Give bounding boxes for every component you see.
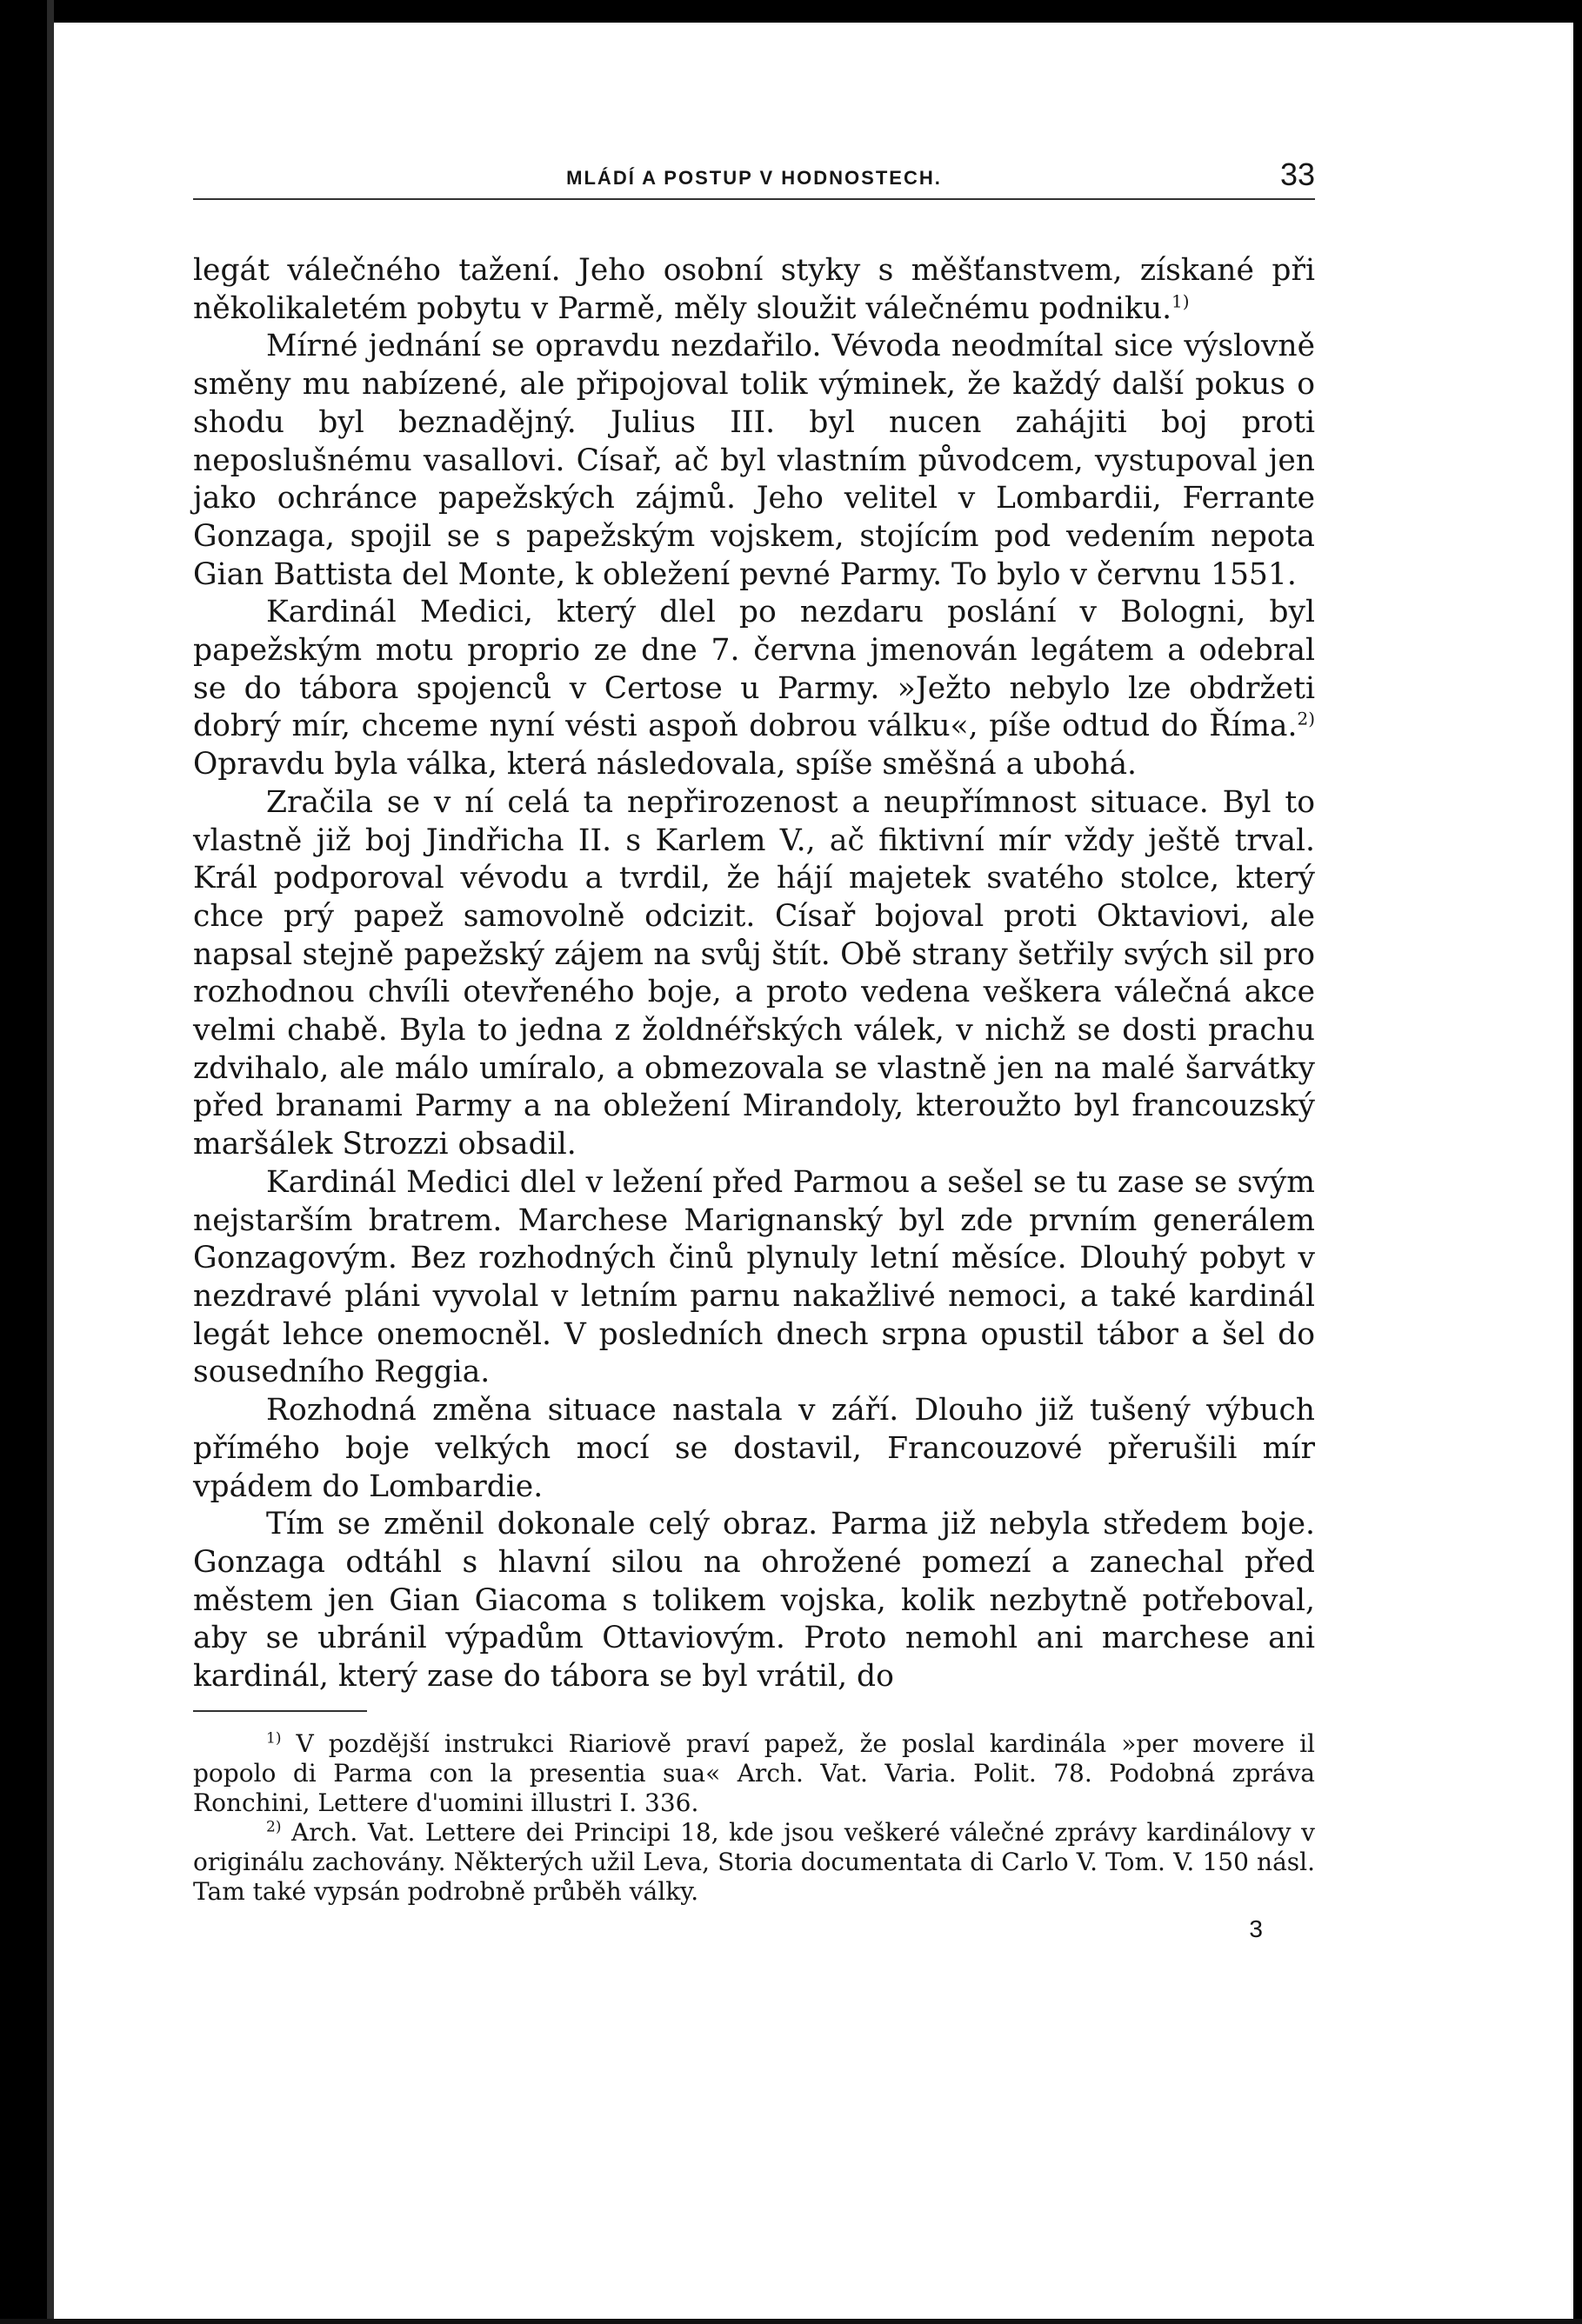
footnote-2-text: Arch. Vat. Lettere dei Principi 18, kde jsou veškeré válečné zprávy kardinálovy v originálu zachovány. Některých užil Leva, Storia documentata di Carlo V. Tom. V. 150 násl. Tam také vypsán podrobně průběh války. xyxy=(193,1817,1315,1906)
paragraph-6: Rozhodná změna situace nastala v září. Dlouho již tušený výbuch přímého boje velkých mocí se dostavil, Francouzové přerušili mír vpádem do Lombardie. xyxy=(193,1393,1315,1504)
paragraph-3-text-b: Opravdu byla válka, která následovala, spíše směšná a ubohá. xyxy=(193,747,1138,782)
main-text xyxy=(193,252,1315,1696)
paragraph-7: Tím se změnil dokonale celý obraz. Parma již nebyla středem boje. Gonzaga odtáhl s hlavní silou na ohrožené pomezí a zanechal před městem jen Gian Giacoma s tolikem vojska, kolik nezbytně potřeboval, aby se ubránil výpadům Ottaviovým. Proto nemohl ani marchese ani kardinál, který zase do tábora se byl vrátil, do xyxy=(193,1507,1315,1695)
footnote-1-mark: 1) xyxy=(266,1729,282,1748)
footnote-ref-2: 2) xyxy=(1297,708,1315,729)
paragraph-1-text: legát válečného tažení. Jeho osobní styky s měšťanstvem, získané při několikaletém pobytu v Parmě, měly sloužit válečnému podniku. xyxy=(193,253,1315,326)
footnote-1-text: V pozdější instrukci Riariově praví papež, že poslal kardinála »per movere il popolo di Parma con la presentia sua« Arch. Vat. Varia. Polit. 78. Podobná zpráva Ronchini, Lettere d'uomini illustri I. 336. xyxy=(193,1728,1315,1817)
page-number: 33 xyxy=(1279,156,1315,192)
paragraph-5: Kardinál Medici dlel v ležení před Parmou a sešel se tu zase se svým nejstarším bratrem. Marchese Marignanský byl zde prvním generálem Gonzagovým. Bez rozhodných činů plynuly letní měsíce. Dlouhý pobyt v nezdravé pláni vyvolal v letním parnu nakažlivé nemoci, a také kardinál legát lehce onemocněl. V posledních dnech srpna opustil tábor a šel do sousedního Reggia. xyxy=(193,1164,1315,1390)
scan-border-left-inner xyxy=(47,0,54,2324)
footnotes xyxy=(193,1729,1315,1907)
running-head-title: MLÁDÍ A POSTUP V HODNOSTECH. xyxy=(566,167,942,189)
header-rule xyxy=(193,198,1315,200)
footnote-rule xyxy=(193,1710,367,1712)
signature-mark: 3 xyxy=(1249,1914,1263,1942)
paragraph-2: Mírné jednání se opravdu nezdařilo. Vévoda neodmítal sice výslovně směny mu nabízené, ale připojoval tolik výminek, že každý další pokus o shodu byl beznadějný. Julius III. byl nucen zahájiti boj proti neposlušnému vasallovi. Císař, ač byl vlastním původcem, vystupoval jen jako ochránce papežských zájmů. Jeho velitel v Lombardii, Ferrante Gonzaga, spojil se s papežským vojskem, stojícím pod vedením nepota Gian Battista del Monte, k obležení pevné Parmy. To bylo v červnu 1551. xyxy=(193,329,1315,592)
scan-border-top xyxy=(0,0,1582,23)
paragraph-3-text-a: Kardinál Medici, který dlel po nezdaru poslání v Bologni, byl papežským motu proprio ze dne 7. června jmenován legátem a odebral se do tábora spojenců v Certose u Parmy. »Ježto nebylo lze obdržeti dobrý mír, chceme nyní vésti aspoň dobrou válku«, píše odtud do Říma. xyxy=(193,595,1315,744)
footnote-2 xyxy=(193,1818,1315,1907)
scan-border-right xyxy=(1573,0,1582,2324)
paragraph-1 xyxy=(193,252,1315,328)
footnote-2-mark: 2) xyxy=(266,1818,282,1836)
paragraph-4: Zračila se v ní celá ta nepřirozenost a neupřímnost situace. Byl to vlastně již boj Jindřicha II. s Karlem V., ač fiktivní mír vždy ještě trval. Král podporoval vévodu a tvrdil, že hájí majetek svatého stolce, který chce prý papež samovolně odcizit. Císař bojoval proti Oktaviovi, ale napsal stejně papežský zájem na svůj štít. Obě strany šetřily svých sil pro rozhodnou chvíli otevřeného boje, a proto vedena veškera válečná akce velmi chabě. Byla to jedna z žoldnéřských válek, v nichž se dosti prachu zdvihalo, ale málo umíralo, a obmezovala se vlastně jen na malé šarvátky před branami Parmy a na obležení Mirandoly, kteroužto byl francouzský maršálek Strozzi obsadil. xyxy=(193,784,1315,1162)
scan-border-left xyxy=(0,0,47,2324)
book-page xyxy=(193,148,1315,1943)
running-header xyxy=(193,148,1315,198)
scan-border-bottom xyxy=(0,2319,1582,2324)
footnote-ref-1: 1) xyxy=(1171,290,1190,312)
footnote-1 xyxy=(193,1729,1315,1818)
paragraph-3 xyxy=(193,594,1315,784)
